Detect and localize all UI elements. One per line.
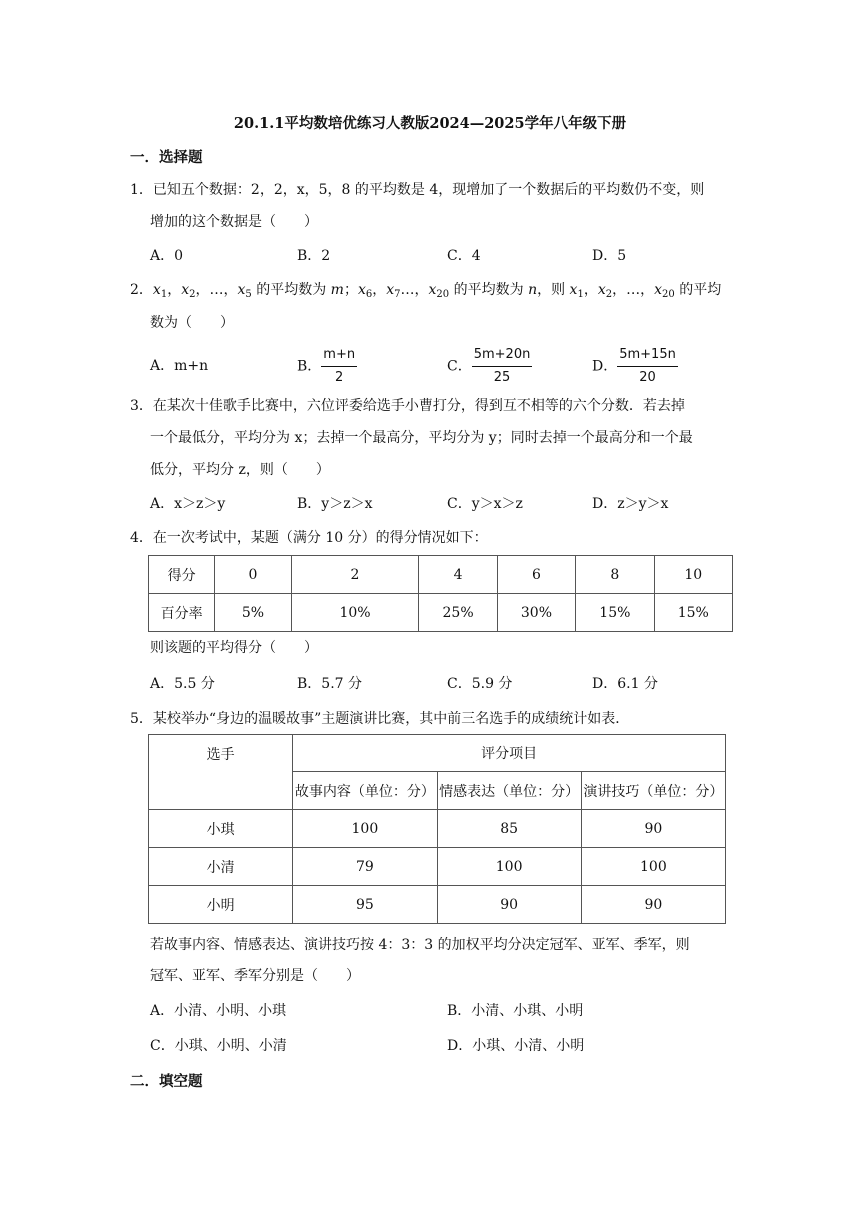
q5-option-b: B．小清、小琪、小明 [447,1003,584,1019]
q4-option-b: B．5.7 分 [297,676,363,692]
q3-option-b: B．y＞z＞x [297,496,373,512]
table-cell: 25% [419,594,497,632]
q5-option-a: A．小清、小明、小琪 [150,1003,287,1019]
table-cell: 15% [654,594,732,632]
q2-option-c-fraction [472,345,533,388]
q4-option-d: D．6.1 分 [592,676,658,692]
q2-option-c-label: C． [447,358,472,375]
column-header-cell: 故事内容（单位：分） [293,772,437,810]
player-header-cell: 选手 [149,735,293,810]
column-header-cell: 演讲技巧（单位：分） [581,772,725,810]
q4-option-a: A．5.5 分 [150,676,215,692]
table-cell: 85 [437,810,581,848]
q5-option-d: D．小琪、小清、小明 [447,1038,585,1054]
question-2-line-1: 2．$x_1$，$x_2$，…，$x_5$ 的平均数为 m；$x_6$，$x_7\dots$，$x_{20}$ 的平均数为 n，则 $x_1$，$x_2$，…，$x_{20}$ 的平均 [130,282,722,300]
table-cell: 30% [497,594,575,632]
contest-score-table [148,734,726,924]
question-2-line-2: 数为（ ） [150,315,234,331]
table-cell: 10% [291,594,419,632]
table-row [149,594,733,632]
column-header-cell: 情感表达（单位：分） [437,772,581,810]
table-cell: 100 [293,810,437,848]
q2-option-d-numerator: 5m+15n [617,345,678,367]
table-cell: 90 [437,886,581,924]
q2-option-b-fraction [321,345,357,388]
q3-option-d: D．z＞y＞x [592,496,669,512]
table-cell: 4 [419,556,497,594]
score-items-header-cell: 评分项目 [293,735,726,772]
table-cell: 5% [215,594,291,632]
q2-option-b [297,345,357,388]
q4-option-c: C．5.9 分 [447,676,513,692]
table-cell: 得分 [149,556,215,594]
table-cell: 0 [215,556,291,594]
score-distribution-table [148,555,733,632]
question-3-line-1: 3．在某次十佳歌手比赛中，六位评委给选手小曹打分，得到互不相等的六个分数．若去掉 [130,398,685,414]
section-heading-fill-blank: 二．填空题 [130,1073,203,1090]
question-3-line-2: 一个最低分，平均分为 x；去掉一个最高分，平均分为 y；同时去掉一个最高分和一个最 [150,430,693,446]
table-cell: 100 [437,848,581,886]
question-1-line-1: 1．已知五个数据：2，2，x，5，8 的平均数是 4，现增加了一个数据后的平均数仍不变，则 [130,182,705,198]
question-5-after-line-1: 若故事内容、情感表达、演讲技巧按 4：3：3 的加权平均分决定冠军、亚军、季军，则 [150,937,690,953]
table-cell: 90 [581,810,725,848]
table-cell: 小清 [149,848,293,886]
q2-option-d [592,345,678,388]
q1-option-b: B．2 [297,248,331,264]
question-5-after-line-2: 冠军、亚军、季军分别是（ ） [150,968,360,984]
q1-option-a: A．0 [150,248,184,264]
document-title: 20.1.1平均数培优练习人教版2024—2025学年八年级下册 [233,115,627,132]
q1-option-d: D．5 [592,248,627,264]
table-row [149,810,726,848]
table-row [149,556,733,594]
table-cell: 6 [497,556,575,594]
q2-option-c-numerator: 5m+20n [472,345,533,367]
q2-option-d-label: D． [592,358,618,375]
table-row [149,735,726,772]
q2-option-a: A．m+n [150,358,209,374]
table-cell: 10 [654,556,732,594]
question-4-after: 则该题的平均得分（ ） [150,640,318,656]
q5-option-c: C．小琪、小明、小清 [150,1038,287,1054]
question-1-line-2: 增加的这个数据是（ ） [150,214,318,230]
q3-option-a: A．x＞z＞y [150,496,226,512]
table-cell: 小明 [149,886,293,924]
table-cell: 15% [576,594,654,632]
table-cell: 95 [293,886,437,924]
question-4-line-1: 4．在一次考试中，某题（满分 10 分）的得分情况如下： [130,530,488,546]
table-cell: 8 [576,556,654,594]
q2-option-b-numerator: m+n [321,345,357,367]
table-cell: 小琪 [149,810,293,848]
q2-option-d-fraction [617,345,678,388]
q1-option-c: C．4 [447,248,481,264]
table-row [149,886,726,924]
question-2-prefix: 2． [130,282,153,298]
q2-option-b-label: B． [297,358,322,375]
table-cell: 百分率 [149,594,215,632]
table-cell: 90 [581,886,725,924]
q2-option-c-denominator: 25 [493,370,511,385]
q2-option-c [447,345,532,388]
table-row [149,848,726,886]
section-heading-choice: 一．选择题 [130,149,203,166]
question-3-line-3: 低分，平均分 z，则（ ） [150,462,330,478]
q2-option-d-denominator: 20 [639,370,656,385]
table-cell: 100 [581,848,725,886]
table-cell: 79 [293,848,437,886]
q2-option-b-denominator: 2 [335,370,344,385]
table-cell: 2 [291,556,419,594]
q3-option-c: C．y＞x＞z [447,496,523,512]
question-5-line-1: 5．某校举办“身边的温暖故事”主题演讲比赛，其中前三名选手的成绩统计如表． [130,711,630,727]
